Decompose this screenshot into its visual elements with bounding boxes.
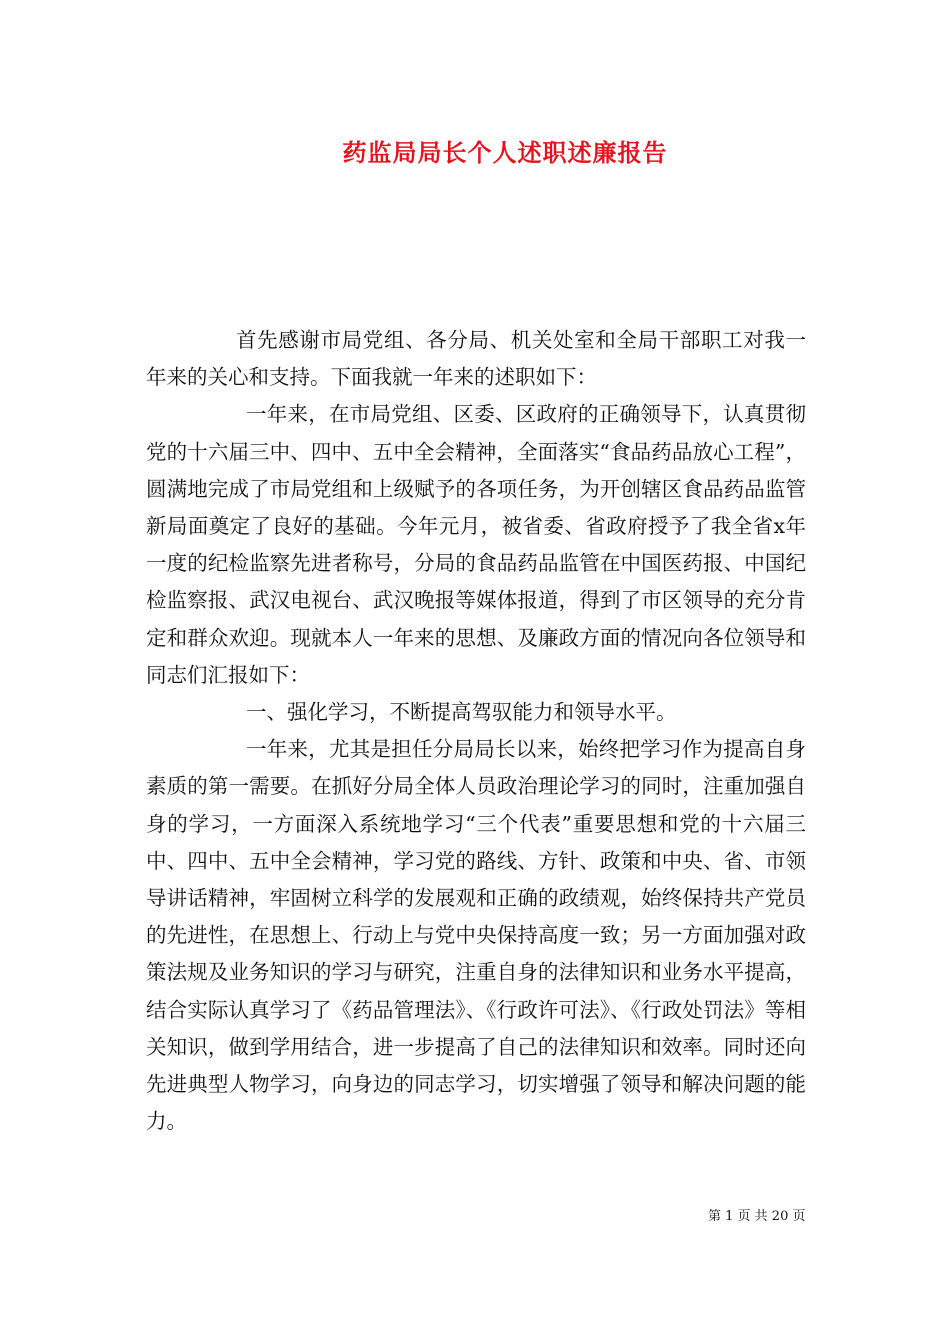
page-number-footer: 第 1 页 共 20 页 — [708, 1209, 806, 1224]
section-heading: 一、强化学习，不断提高驾驭能力和领导水平。 — [246, 700, 677, 725]
paragraph-intro: 首先感谢市局党组、各分局、机关处室和全局干部职工对我一年来的关心和支持。下面我就一年来的述职如下： — [146, 328, 806, 390]
document-title: 药监局局长个人述职述廉报告 — [342, 138, 668, 167]
paragraph-study: 一年来，尤其是担任分局局长以来，始终把学习作为提高自身素质的第一需要。在抓好分局全体人员政治理论学习的同时，注重加强自身的学习，一方面深入系统地学习“三个代表”重要思想和党的十六届三中、四中、五中全会精神，学习党的路线、方针、政策和中央、省、市领导讲话精神，牢固树立科学的发展观和正确的政绩观，始终保持共产党员的先进性，在思想上、行动上与党中央保持高度一致；另一方面加强对政策法规及业务知识的学习与研究，注重自身的法律知识和业务水平提高，结合实际认真学习了《药品管理法》、《行政许可法》、《行政处罚法》等相关知识，做到学用结合，进一步提高了自己的法律知识和效率。同时还向先进典型人物学习，向身边的同志学习，切实增强了领导和解决问题的能力。 — [146, 737, 806, 1134]
document-body — [146, 322, 806, 1140]
paragraph-summary: 一年来，在市局党组、区委、区政府的正确领导下，认真贯彻党的十六届三中、四中、五中全会精神，全面落实“食品药品放心工程”，圆满地完成了市局党组和上级赋予的各项任务，为开创辖区食品药品监管新局面奠定了良好的基础。今年元月，被省委、省政府授予了我全省x年一度的纪检监察先进者称号，分局的食品药品监管在中国医药报、中国纪检监察报、武汉电视台、武汉晚报等媒体报道，得到了市区领导的充分肯定和群众欢迎。现就本人一年来的思想、及廉政方面的情况向各位领导和同志们汇报如下： — [146, 402, 806, 687]
